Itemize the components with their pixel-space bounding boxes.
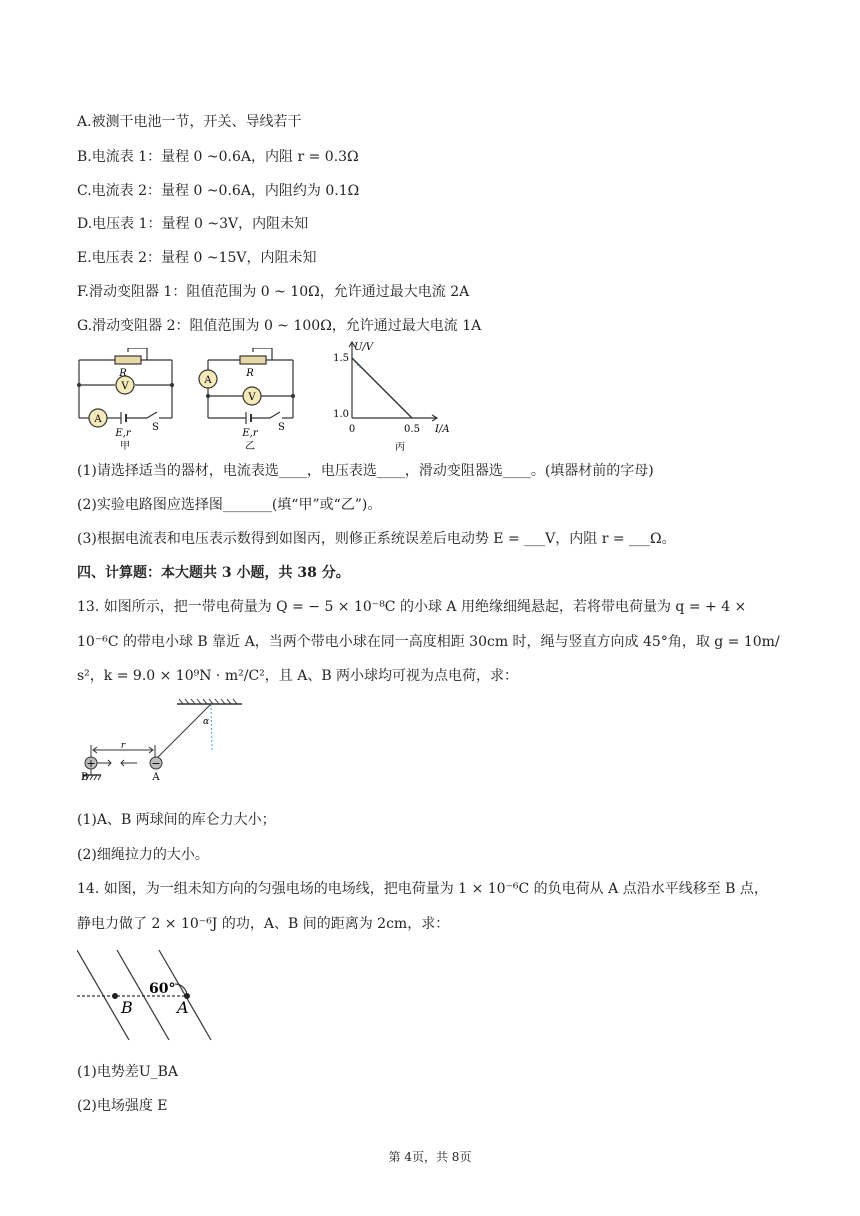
jia-V-label: V <box>121 381 129 392</box>
q14-figure <box>77 946 222 1042</box>
x-axis-label: I/A <box>435 424 450 435</box>
x-tick-0.5: 0.5 <box>404 424 420 435</box>
angle-label: 60° <box>149 981 176 997</box>
q12-part3: (3)根据电流表和电压表示数得到如图丙，则修正系统误差后电动势 E = ___V，内阻 r = ___Ω。 <box>77 531 676 547</box>
vertical-dashed-line <box>211 704 212 751</box>
q12-part2: (2)实验电路图应选择图_______(填“甲”或“乙”)。 <box>77 497 382 513</box>
q13-line3: s²，k = 9.0 × 10⁹N · m²/C²，且 A、B 两小球均可视为点电荷，求： <box>77 668 519 684</box>
A-label: A <box>152 772 160 782</box>
x-tick-0: 0 <box>348 424 356 435</box>
plus-icon: + <box>86 757 96 770</box>
q13-line2: 10⁻⁶C 的带电小球 B 靠近 A，当两个带电小球在同一高度相距 30cm 时，绳与竖直方向成 45°角，取 g = 10m/ <box>77 634 780 650</box>
q14-line1: 14. 如图，为一组未知方向的匀强电场的电场线，把电荷量为 1 × 10⁻⁶C 的负电荷从 A 点沿水平线移至 B 点， <box>77 881 768 897</box>
q14-B-label: B <box>121 998 133 1017</box>
ui-graph <box>325 336 465 460</box>
equipment-e: E.电压表 2：量程 0 ~15V，内阻未知 <box>77 250 317 266</box>
yi-caption: 乙 <box>245 441 255 452</box>
ceiling-hatch <box>179 699 237 704</box>
equipment-c: C.电流表 2：量程 0 ~0.6A，内阻约为 0.1Ω <box>77 183 360 199</box>
field-line-1 <box>77 950 129 1040</box>
q12-part1: (1)请选择适当的器材，电流表选____，电压表选____，滑动变阻器选____。(填器材前的字母) <box>77 463 654 479</box>
q14-A-label: A <box>177 998 189 1017</box>
jia-S-label: S <box>152 422 159 433</box>
graph-caption: 丙 <box>395 442 405 453</box>
equipment-d: D.电压表 1：量程 0 ~3V，内阻未知 <box>77 216 309 232</box>
jia-R-label: R <box>119 368 127 379</box>
section-title: 四、计算题：本大题共 3 小题，共 38 分。 <box>77 565 350 581</box>
minus-icon: − <box>151 757 161 770</box>
r-label: r <box>120 741 126 751</box>
circuit-yi-diagram <box>198 348 298 456</box>
equipment-b: B.电流表 1：量程 0 ~0.6A，内阻 r = 0.3Ω <box>77 149 359 165</box>
q13-part1: (1)A、B 两球间的库仑力大小； <box>77 812 276 828</box>
string <box>156 704 211 759</box>
yi-A-label: A <box>204 375 212 386</box>
jia-A-label: A <box>94 414 102 425</box>
jia-Er-label: E,r <box>115 428 131 439</box>
yi-Er-label: E,r <box>242 428 258 439</box>
q13-figure <box>77 696 247 782</box>
ui-data-line <box>352 358 412 418</box>
equipment-a: A.被测干电池一节，开关、导线若干 <box>77 114 302 130</box>
q14-part1: (1)电势差U_BA <box>77 1064 179 1080</box>
yi-S-label: S <box>278 422 285 433</box>
B-label: B <box>81 772 89 782</box>
jia-caption: 甲 <box>120 441 130 452</box>
point-B <box>112 993 118 999</box>
alpha-label: α <box>203 717 210 727</box>
equipment-g: G.滑动变阻器 2：阻值范围为 0 ~ 100Ω，允许通过最大电流 1A <box>77 318 482 334</box>
circuit-jia-diagram <box>77 348 177 456</box>
y-tick-1.5: 1.5 <box>333 353 349 364</box>
q14-part2: (2)电场强度 E <box>77 1098 168 1114</box>
q13-part2: (2)细绳拉力的大小。 <box>77 847 209 863</box>
equipment-f: F.滑动变阻器 1：阻值范围为 0 ~ 10Ω，允许通过最大电流 2A <box>77 284 470 300</box>
q13-line1: 13. 如图所示，把一带电荷量为 Q = − 5 × 10⁻⁸C 的小球 A 用绝缘细绳悬起，若将带电荷量为 q = + 4 × <box>77 599 747 615</box>
y-tick-1.0: 1.0 <box>333 409 349 420</box>
page-footer: 第 4页，共 8页 <box>388 1150 472 1164</box>
y-axis-label: U/V <box>354 342 374 353</box>
yi-V-label: V <box>248 392 256 403</box>
q14-line2: 静电力做了 2 × 10⁻⁶J 的功，A、B 间的距离为 2cm，求： <box>77 916 450 932</box>
yi-R-label: R <box>246 368 254 379</box>
